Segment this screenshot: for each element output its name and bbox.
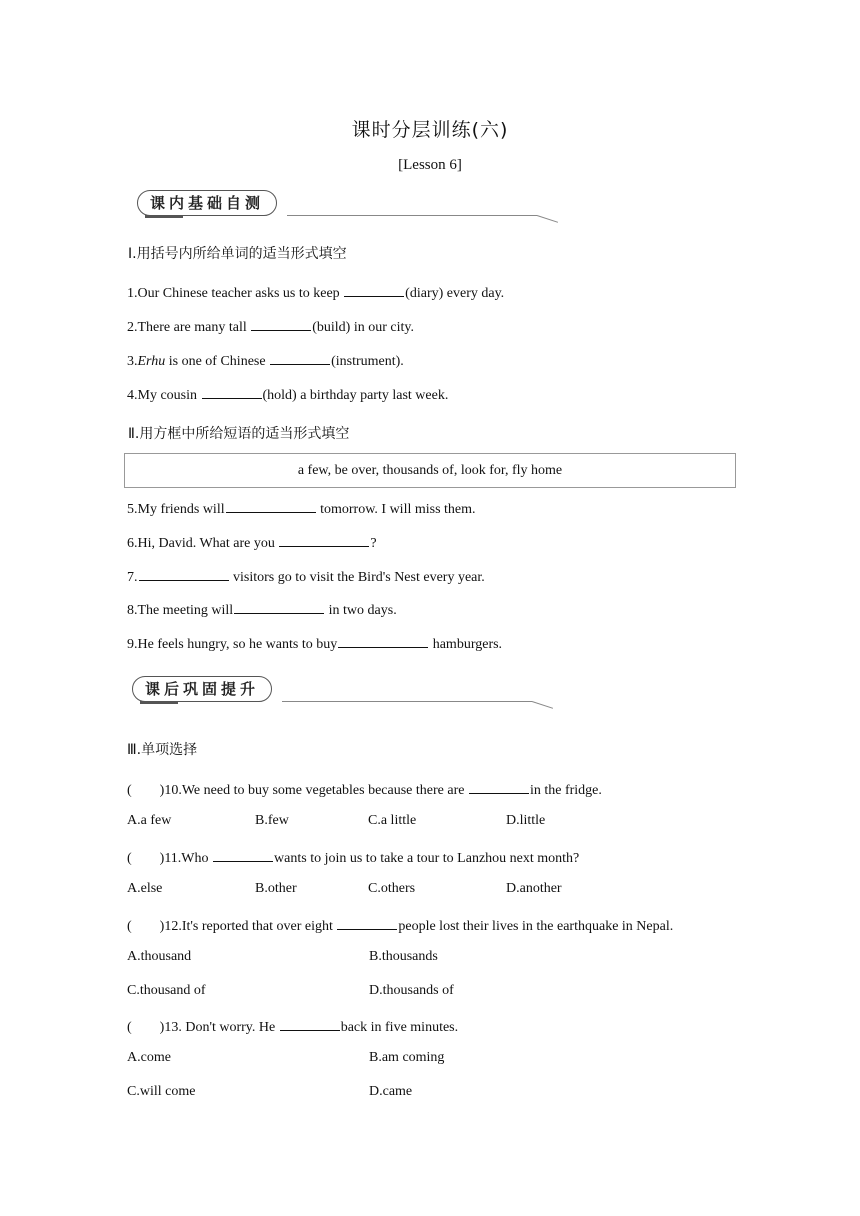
- question-text: 6.Hi, David. What are you: [127, 536, 279, 551]
- answer-blank: [469, 779, 529, 794]
- banner-tail: [532, 701, 553, 709]
- question-text: 1.Our Chinese teacher asks us to keep: [127, 286, 344, 301]
- question-text: (instrument).: [331, 354, 404, 369]
- banner-pill: [137, 190, 277, 216]
- italic-term: Erhu: [137, 354, 166, 369]
- answer-blank[interactable]: [251, 316, 311, 331]
- question-4: [127, 384, 448, 404]
- option-c: C.others: [368, 881, 416, 896]
- question-text: in two days.: [325, 603, 397, 618]
- answer-blank[interactable]: [338, 633, 428, 648]
- answer-blank[interactable]: [279, 532, 369, 547]
- question-text: (build) in our city.: [312, 320, 414, 335]
- banner-pill: [132, 676, 272, 702]
- option-d: D.thousands of: [369, 983, 454, 998]
- banner-rule: [287, 215, 537, 216]
- answer-blank[interactable]: [344, 282, 404, 297]
- lesson-subtitle: [Lesson 6]: [398, 157, 462, 173]
- option-a: A.else: [127, 881, 163, 896]
- question-8: [127, 599, 397, 619]
- question-5: [127, 498, 476, 518]
- option-b: B.am coming: [369, 1050, 445, 1065]
- option-a: A.come: [127, 1050, 171, 1065]
- question-text: wants to join us to take a tour to Lanzhou next month?: [274, 851, 580, 866]
- option-c: C.will come: [127, 1084, 196, 1099]
- question-text: back in five minutes.: [340, 1020, 459, 1035]
- question-text: 13. Don't worry. He: [164, 1020, 279, 1035]
- option-b: B.thousands: [369, 949, 438, 964]
- question-text: ?: [370, 536, 377, 551]
- option-c: C.a little: [368, 813, 417, 828]
- question-text: is one of Chinese: [165, 354, 270, 369]
- answer-blank[interactable]: [270, 350, 330, 365]
- answer-blank[interactable]: [202, 384, 262, 399]
- question-6: [127, 532, 377, 552]
- answer-parenthesis[interactable]: ( ): [127, 783, 165, 798]
- section-heading-1: Ⅰ.用括号内所给单词的适当形式填空: [128, 246, 347, 262]
- option-d: D.came: [369, 1084, 413, 1099]
- answer-parenthesis[interactable]: ( ): [127, 851, 165, 866]
- banner-tail: [537, 215, 558, 223]
- question-2: [127, 316, 414, 336]
- question-text: 10.We need to buy some vegetables because there are: [164, 783, 468, 798]
- question-text: (hold) a birthday party last week.: [262, 388, 449, 403]
- banner-label: 课后巩固提升: [145, 680, 260, 698]
- question-text: people lost their lives in the earthquake in Nepal.: [398, 919, 674, 934]
- answer-blank: [280, 1016, 340, 1031]
- question-text: in the fridge.: [529, 783, 602, 798]
- question-9: [127, 633, 502, 653]
- option-b: B.other: [255, 881, 297, 896]
- option-d: D.little: [506, 813, 546, 828]
- question-text: 4.My cousin: [127, 388, 201, 403]
- answer-blank[interactable]: [234, 599, 324, 614]
- phrase-box: a few, be over, thousands of, look for, fly home: [124, 453, 736, 488]
- question-text: 9.He feels hungry, so he wants to buy: [127, 637, 338, 652]
- option-a: A.thousand: [127, 949, 192, 964]
- question-7: [127, 566, 485, 586]
- option-b: B.few: [255, 813, 289, 828]
- section-heading-3: Ⅲ.单项选择: [127, 742, 198, 758]
- question-text: (diary) every day.: [405, 286, 505, 301]
- question-text: tomorrow. I will miss them.: [316, 502, 476, 517]
- question-text: 12.It's reported that over eight: [164, 919, 337, 934]
- answer-parenthesis[interactable]: ( ): [127, 919, 165, 934]
- question-text: hamburgers.: [429, 637, 503, 652]
- question-11: [127, 847, 579, 867]
- section-banner-after-class: [132, 676, 562, 710]
- question-text: visitors go to visit the Bird's Nest every year.: [229, 570, 485, 585]
- question-13: [127, 1016, 458, 1036]
- answer-parenthesis[interactable]: ( ): [127, 1020, 165, 1035]
- question-text: 3.: [127, 354, 138, 369]
- answer-blank[interactable]: [139, 566, 229, 581]
- banner-rule: [282, 701, 532, 702]
- banner-label: 课内基础自测: [150, 194, 265, 212]
- question-1: [127, 282, 504, 302]
- option-c: C.thousand of: [127, 983, 206, 998]
- question-text: 7.: [127, 570, 138, 585]
- question-12: [127, 915, 673, 935]
- question-text: 8.The meeting will: [127, 603, 234, 618]
- question-text: 2.There are many tall: [127, 320, 251, 335]
- option-a: A.a few: [127, 813, 172, 828]
- answer-blank[interactable]: [226, 498, 316, 513]
- answer-blank: [213, 847, 273, 862]
- answer-blank: [337, 915, 397, 930]
- question-3: [127, 350, 404, 370]
- question-text: 11.Who: [164, 851, 213, 866]
- question-10: [127, 779, 602, 799]
- section-heading-2: Ⅱ.用方框中所给短语的适当形式填空: [128, 426, 350, 442]
- page-title: 课时分层训练(六): [351, 119, 509, 141]
- option-d: D.another: [506, 881, 562, 896]
- section-banner-in-class: [137, 190, 567, 224]
- question-text: 5.My friends will: [127, 502, 225, 517]
